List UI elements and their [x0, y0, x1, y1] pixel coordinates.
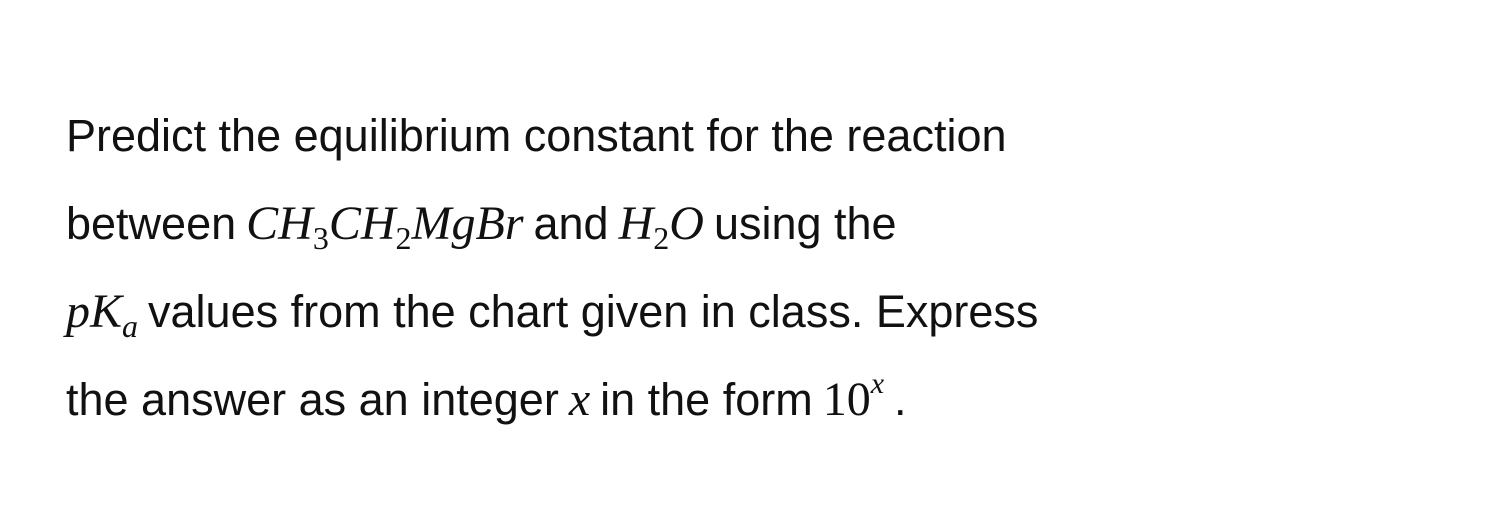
- variable-x: x: [568, 373, 591, 426]
- formula-part: H: [618, 197, 654, 250]
- reagent-water-formula: [618, 197, 704, 256]
- power-base: 10: [822, 373, 871, 426]
- pka-base: pK: [66, 285, 123, 338]
- line-1-text: Predict the equilibrium constant for the reaction: [66, 110, 1007, 161]
- formula-part: CH: [328, 197, 396, 250]
- line-2-text-a: between: [66, 198, 237, 249]
- pka-subscript: a: [122, 308, 139, 344]
- reagent-ethylmagnesium-bromide-formula: [246, 197, 524, 256]
- formula-part: MgBr: [411, 197, 524, 250]
- pka-symbol: [66, 285, 139, 344]
- question-line-3: [66, 268, 1466, 356]
- line-2-text-b: and: [533, 198, 609, 249]
- line-2-text-c: using the: [713, 198, 897, 249]
- question-line-4: [66, 356, 1466, 444]
- formula-subscript: 2: [653, 220, 670, 256]
- power-expression: [822, 367, 885, 426]
- power-exponent: x: [870, 367, 885, 400]
- line-3-text: values from the chart given in class. Express: [148, 286, 1039, 337]
- line-4-text-b: in the form: [600, 374, 813, 425]
- line-4-text-a: the answer as an integer: [66, 374, 559, 425]
- formula-part: O: [669, 197, 704, 250]
- line-4-text-c: .: [894, 374, 907, 425]
- formula-part: CH: [246, 197, 313, 250]
- question-text: [66, 92, 1466, 444]
- question-line-2: [66, 180, 1466, 268]
- formula-subscript: 3: [312, 220, 329, 256]
- question-line-1: [66, 92, 1466, 180]
- formula-subscript: 2: [395, 220, 412, 256]
